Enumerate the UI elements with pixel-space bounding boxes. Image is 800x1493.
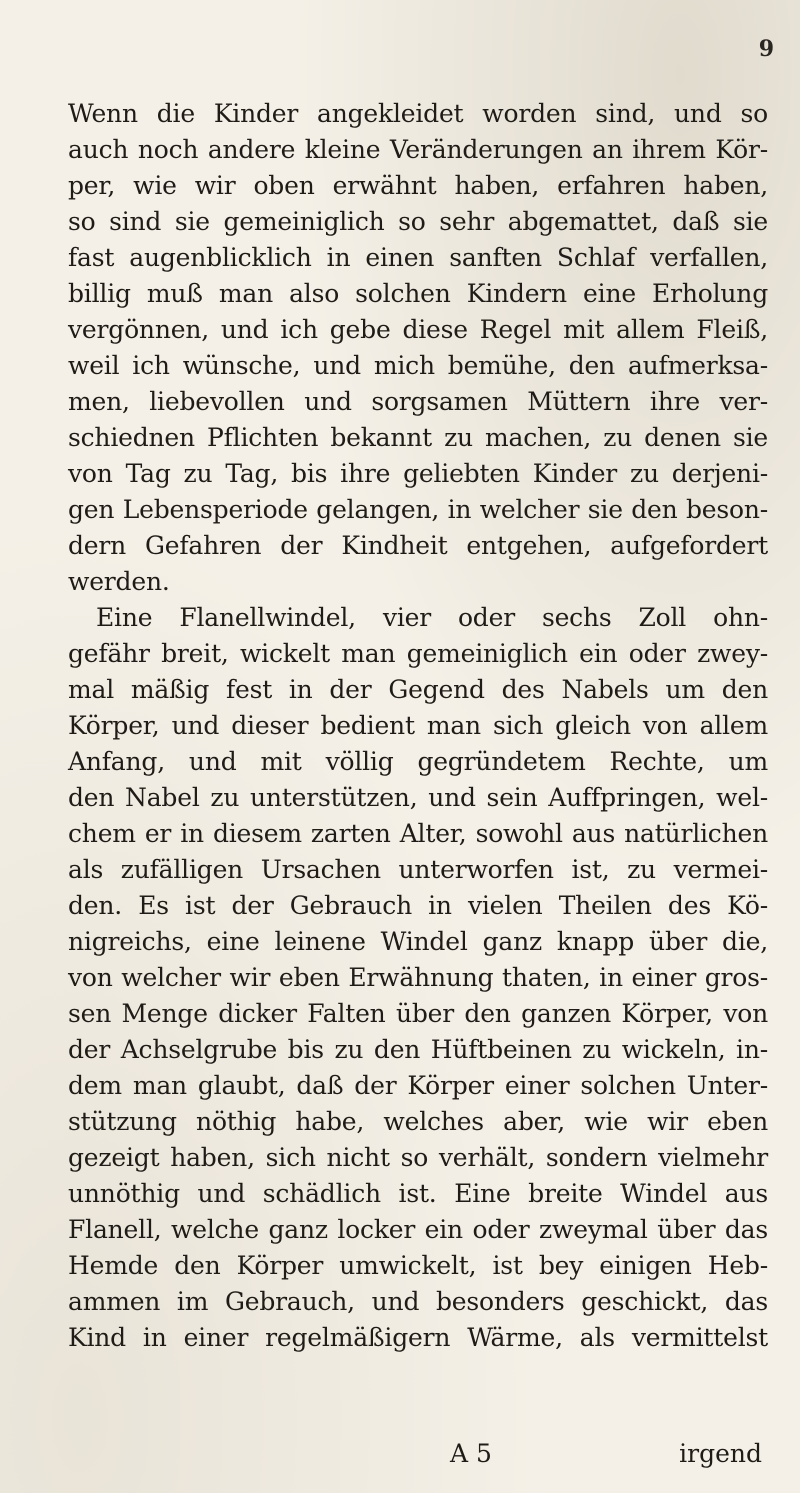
text-line: men, liebevollen und sorgsamen Müttern ihre ver- [68, 387, 768, 416]
page-number: 9 [758, 36, 774, 62]
catchword: irgend [679, 1439, 762, 1468]
text-line: der Achselgrube bis zu den Hüftbeinen zu wickeln, in- [68, 1035, 768, 1064]
text-line: als zufälligen Ursachen unterworfen ist, zu vermei- [68, 855, 768, 884]
text-line: ammen im Gebrauch, und besonders geschickt, das [68, 1287, 768, 1316]
signature-mark: A 5 [450, 1439, 492, 1468]
text-line: Flanell, welche ganz locker ein oder zweymal über das [68, 1215, 768, 1244]
text-line: von welcher wir eben Erwähnung thaten, in einer gros- [68, 963, 768, 992]
text-line: Körper, und dieser bedient man sich gleich von allem [68, 711, 768, 740]
text-line: chem er in diesem zarten Alter, sowohl aus natürlichen [68, 819, 768, 848]
text-line: stützung nöthig habe, welches aber, wie wir eben [68, 1107, 768, 1136]
text-line: dern Gefahren der Kindheit entgehen, aufgefordert [68, 531, 768, 560]
text-line: billig muß man also solchen Kindern eine Erholung [68, 279, 768, 308]
text-line: gen Lebensperiode gelangen, in welcher sie den beson- [68, 495, 768, 524]
text-line: den Nabel zu unterstützen, und sein Auffpringen, wel- [68, 783, 768, 812]
text-line: Hemde den Körper umwickelt, ist bey einigen Heb- [68, 1251, 768, 1280]
text-line: so sind sie gemeiniglich so sehr abgemattet, daß sie [68, 207, 768, 236]
text-line: weil ich wünsche, und mich bemühe, den aufmerksa- [68, 351, 768, 380]
text-line: werden. [68, 567, 170, 596]
text-line: auch noch andere kleine Veränderungen an ihrem Kör- [68, 135, 768, 164]
text-line: nigreichs, eine leinene Windel ganz knapp über die, [68, 927, 768, 956]
text-line: Anfang, und mit völlig gegründetem Rechte, um [68, 747, 768, 776]
text-line: vergönnen, und ich gebe diese Regel mit allem Fleiß, [68, 315, 768, 344]
text-line: dem man glaubt, daß der Körper einer solchen Unter- [68, 1071, 768, 1100]
text-line: fast augenblicklich in einen sanften Schlaf verfallen, [68, 243, 768, 272]
text-line: gefähr breit, wickelt man gemeiniglich ein oder zwey- [68, 639, 768, 668]
text-line: den. Es ist der Gebrauch in vielen Theilen des Kö- [68, 891, 768, 920]
text-line: Eine Flanellwindel, vier oder sechs Zoll ohn- [96, 603, 768, 632]
text-line: unnöthig und schädlich ist. Eine breite Windel aus [68, 1179, 768, 1208]
text-line: gezeigt haben, sich nicht so verhält, sondern vielmehr [68, 1143, 768, 1172]
body-text [68, 96, 768, 1356]
text-line: schiednen Pflichten bekannt zu machen, zu denen sie [68, 423, 768, 452]
text-line: per, wie wir oben erwähnt haben, erfahren haben, [68, 171, 768, 200]
text-line: Kind in einer regelmäßigern Wärme, als vermittelst [68, 1323, 768, 1352]
text-line: Wenn die Kinder angekleidet worden sind, und so [68, 99, 768, 128]
text-line: sen Menge dicker Falten über den ganzen Körper, von [68, 999, 768, 1028]
page-footer [68, 1436, 768, 1472]
text-line: von Tag zu Tag, bis ihre geliebten Kinder zu derjeni- [68, 459, 768, 488]
text-line: mal mäßig fest in der Gegend des Nabels um den [68, 675, 768, 704]
